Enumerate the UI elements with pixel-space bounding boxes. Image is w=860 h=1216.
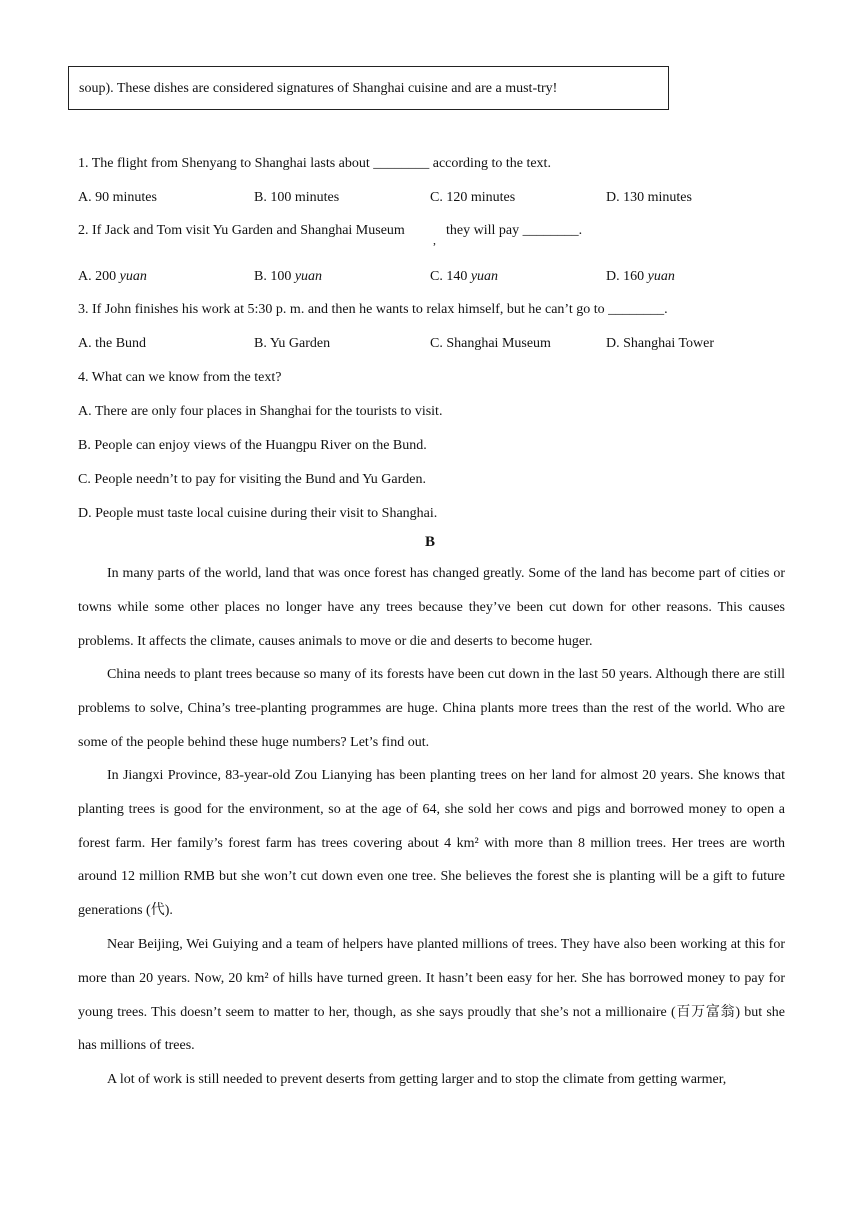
question-1-option-b: B. 100 minutes (254, 190, 340, 205)
question-4-option-a: A. There are only four places in Shanghai for the tourists to visit. (78, 404, 443, 419)
paragraph-1: In many parts of the world, land that was once forest has changed greatly. Some of the land has become part of cities or towns while some other places no longer have any trees because they’ve been cut down for other reasons. This causes problems. It affects the climate, causes animals to move or die and deserts to become huger. (78, 566, 785, 649)
question-3-option-a: A. the Bund (78, 336, 147, 351)
question-4-option-d: D. People must taste local cuisine during their visit to Shanghai. (78, 506, 438, 521)
box-text: soup). These dishes are considered signatures of Shanghai cuisine and are a must-try! (79, 81, 558, 96)
question-1-option-c: C. 120 minutes (430, 190, 516, 205)
question-3-option-c: C. Shanghai Museum (430, 336, 551, 351)
question-4-option-c: C. People needn’t to pay for visiting the Bund and Yu Garden. (78, 472, 426, 487)
question-2-stem-comma: , (433, 233, 436, 247)
paragraph-5: A lot of work is still needed to prevent deserts from getting larger and to stop the climate from getting warmer, (107, 1072, 727, 1087)
question-2-option-b: B. 100 yuan (254, 269, 323, 284)
question-3-option-b: B. Yu Garden (254, 336, 331, 351)
question-1-option-d: D. 130 minutes (606, 190, 692, 205)
passage-end-box (68, 66, 669, 110)
question-2-option-c: C. 140 yuan (430, 269, 499, 284)
section-heading: B (424, 534, 435, 550)
question-1-option-a: A. 90 minutes (78, 190, 157, 205)
question-2-stem-part2: they will pay ________. (446, 223, 583, 238)
question-4-option-b: B. People can enjoy views of the Huangpu River on the Bund. (78, 438, 427, 453)
paragraph-2: China needs to plant trees because so many of its forests have been cut down in the last 50 years. Although there are still problems to solve, China’s tree-planting programmes are huge. China plants more trees than the rest of the world. Who are some of the people behind these huge numbers? Let’s find out. (78, 667, 785, 750)
question-2-stem-part1: 2. If Jack and Tom visit Yu Garden and Shanghai Museum (78, 223, 405, 238)
question-3-option-d: D. Shanghai Tower (606, 336, 715, 351)
question-2-option-d: D. 160 yuan (606, 269, 675, 284)
question-1-stem: 1. The flight from Shenyang to Shanghai lasts about ________ according to the text. (78, 156, 551, 171)
question-4-stem: 4. What can we know from the text? (78, 370, 282, 385)
question-3-stem: 3. If John finishes his work at 5:30 p. m. and then he wants to relax himself, but he can’t go to ________. (78, 302, 668, 317)
question-2-option-a: A. 200 yuan (78, 269, 147, 284)
paragraph-3: In Jiangxi Province, 83-year-old Zou Lianying has been planting trees on her land for almost 20 years. She knows that planting trees is good for the environment, so at the age of 64, she sold her cows and pigs and borrowed money to open a forest farm. Her family’s forest farm has trees covering about 4 km² with more than 8 million trees. Her trees are worth around 12 million RMB but she won’t cut down even one tree. She believes the forest she is planting will be a gift to future generations (代). (78, 768, 785, 919)
paragraph-4: Near Beijing, Wei Guiying and a team of helpers have planted millions of trees. They have also been working at this for more than 20 years. Now, 20 km² of hills have turned green. It hasn’t been easy for her. She has borrowed money to pay for young trees. This doesn’t seem to matter to her, though, as she says proudly that she’s not a millionaire (百万富翁) but she has millions of trees. (78, 937, 785, 1054)
